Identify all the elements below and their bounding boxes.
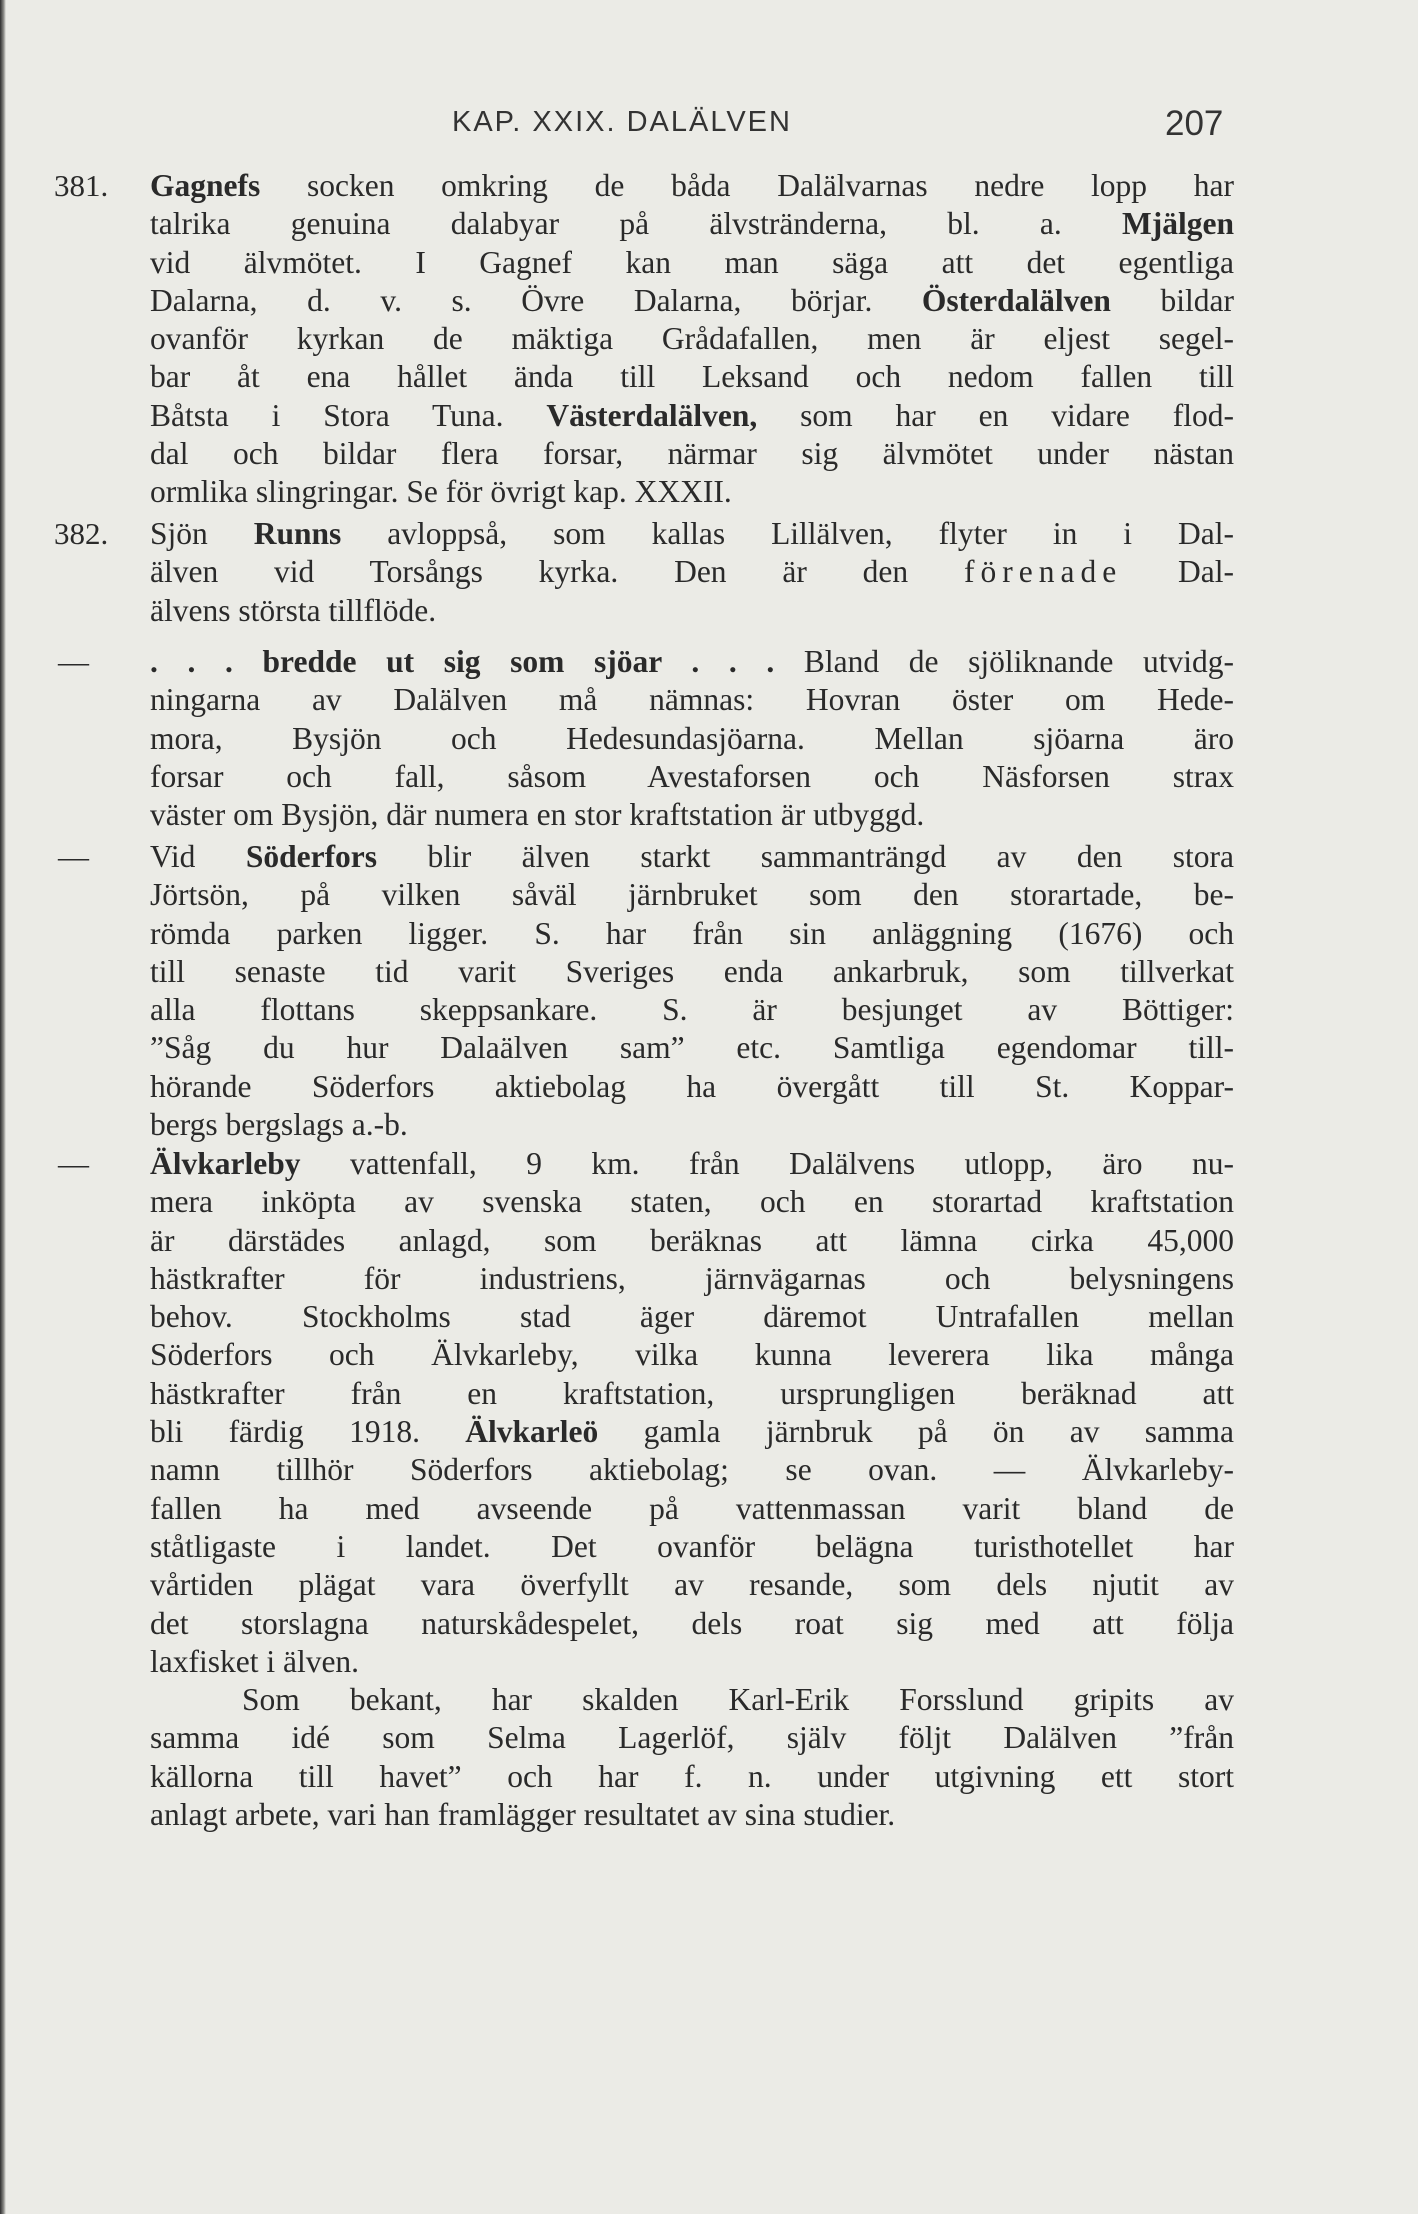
text-line: Älvkarleby vattenfall, 9 km. från Dalälvens utlopp, äro nu-	[150, 1146, 1234, 1181]
entry-dash: —	[58, 644, 89, 679]
entry-dash: —	[58, 839, 89, 874]
text-line: ståtligaste i landet. Det ovanför belägna turisthotellet har	[150, 1528, 1234, 1564]
text-line: behov. Stockholms stad äger däremot Untrafallen mellan	[150, 1299, 1234, 1335]
text-line: källorna till havet” och har f. n. under utgivning ett stort	[150, 1758, 1234, 1794]
entry-text	[150, 167, 1234, 512]
text-line: Sjön Runns avloppså, som kallas Lillälven, flyter in i Dal-	[150, 516, 1234, 551]
text-line: Söderfors och Älvkarleby, vilka kunna leverera lika många	[150, 1337, 1234, 1373]
text-line: ovanför kyrkan de mäktiga Grådafallen, men är eljest segel-	[150, 321, 1234, 357]
text-line: namn tillhör Söderfors aktiebolag; se ovan. — Älvkarleby-	[150, 1452, 1234, 1488]
entry-number: 382.	[54, 516, 109, 551]
text-line: römda parken ligger. S. har från sin anläggning (1676) och	[150, 915, 1234, 951]
text-line: ormlika slingringar. Se för övrigt kap. XXXII.	[150, 474, 732, 510]
entry-text	[150, 643, 1234, 834]
text-line: älven vid Torsångs kyrka. Den är den förenade Dal-	[150, 554, 1234, 590]
text-line: alla flottans skeppsankare. S. är besjunget av Böttiger:	[150, 992, 1234, 1028]
text-line: Jörtsön, på vilken såväl järnbruket som den storartade, be-	[150, 877, 1234, 913]
text-line: älvens största tillflöde.	[150, 592, 437, 628]
text-line: det storslagna naturskådespelet, dels roat sig med att följa	[150, 1605, 1234, 1641]
text-line: bergs bergslags a.-b.	[150, 1107, 408, 1143]
text-line: hästkrafter för industriens, järnvägarnas och belysningens	[150, 1260, 1234, 1296]
text-line: Gagnefs socken omkring de båda Dalälvarnas nedre lopp har	[150, 168, 1234, 203]
entry-text	[150, 838, 1234, 1144]
text-line: mera inköpta av svenska staten, och en storartad kraftstation	[150, 1184, 1234, 1220]
text-line: vid älvmötet. I Gagnef kan man säga att det egentliga	[150, 244, 1234, 280]
entry-number: 381.	[54, 168, 109, 203]
text-line: hästkrafter från en kraftstation, ursprungligen beräknad att	[150, 1375, 1234, 1411]
text-line: fallen ha med avseende på vattenmassan varit bland de	[150, 1490, 1234, 1526]
text-line: mora, Bysjön och Hedesundasjöarna. Mellan sjöarna äro	[150, 720, 1234, 756]
text-line: Vid Söderfors blir älven starkt sammanträngd av den stora	[150, 839, 1234, 874]
text-line: Som bekant, har skalden Karl-Erik Forsslund gripits av	[242, 1682, 1234, 1718]
text-line: Dalarna, d. v. s. Övre Dalarna, börjar. Österdalälven bildar	[150, 282, 1234, 318]
text-line: hörande Söderfors aktiebolag ha övergått till St. Koppar-	[150, 1068, 1234, 1104]
text-line: ”Såg du hur Dalaälven sam” etc. Samtliga egendomar till-	[150, 1030, 1234, 1066]
text-line: Båtsta i Stora Tuna. Västerdalälven, som har en vidare flod-	[150, 397, 1234, 433]
entry-text	[150, 515, 1234, 630]
text-line: talrika genuina dalabyar på älvstränderna, bl. a. Mjälgen	[150, 206, 1234, 242]
paragraph	[150, 1681, 1234, 1834]
running-head: KAP. XXIX. DALÄLVEN	[452, 106, 792, 138]
text-line: anlagt arbete, vari han framlägger resultatet av sina studier.	[150, 1797, 896, 1833]
text-line: är därstädes anlagd, som beräknas att lämna cirka 45,000	[150, 1222, 1234, 1258]
entry-text	[150, 1145, 1234, 1834]
text-line: . . . bredde ut sig som sjöar . . . Bland de sjöliknande utvidg-	[150, 644, 1234, 679]
text-line: laxfisket i älven.	[150, 1643, 360, 1679]
text-line: vårtiden plägat vara överfyllt av resande, som dels njutit av	[150, 1567, 1234, 1603]
text-line: samma idé som Selma Lagerlöf, själv följt Dalälven ”från	[150, 1720, 1234, 1756]
entry-dash: —	[58, 1146, 89, 1181]
text-line: väster om Bysjön, där numera en stor kraftstation är utbyggd.	[150, 797, 925, 833]
text-line: ningarna av Dalälven må nämnas: Hovran öster om Hede-	[150, 682, 1234, 718]
text-line: forsar och fall, såsom Avestaforsen och Näsforsen strax	[150, 758, 1234, 794]
text-line: till senaste tid varit Sveriges enda ankarbruk, som tillverkat	[150, 953, 1234, 989]
text-line: bli färdig 1918. Älvkarleö gamla järnbruk på ön av samma	[150, 1414, 1234, 1450]
paragraph	[150, 1145, 1234, 1681]
page-number: 207	[1165, 104, 1224, 143]
text-line: dal och bildar flera forsar, närmar sig älvmötet under nästan	[150, 436, 1234, 472]
text-line: bar åt ena hållet ända till Leksand och nedom fallen till	[150, 359, 1234, 395]
